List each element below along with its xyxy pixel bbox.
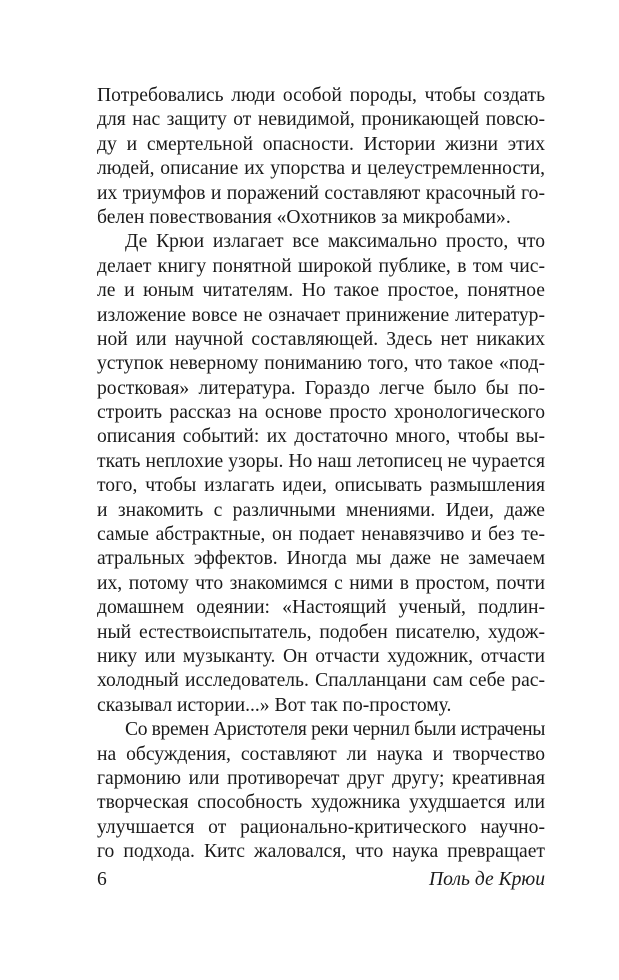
page-number: 6 bbox=[97, 869, 107, 890]
text-line: домашнем одеянии: «Настоящий ученый, подлин- bbox=[97, 597, 545, 619]
text-line: того, чтобы излагать идеи, описывать размышления bbox=[97, 475, 545, 497]
text-line: Де Крюи излагает все максимально просто, что bbox=[125, 231, 545, 253]
text-line: гармонию или противоречат друг другу; креативная bbox=[97, 767, 545, 789]
text-line: людей, описание их упорства и целеустремленности, bbox=[97, 158, 545, 180]
paragraph bbox=[97, 718, 545, 864]
text-line: нику или музыканту. Он отчасти художник, отчасти bbox=[97, 645, 545, 667]
paragraph bbox=[97, 230, 545, 718]
text-line: уступок неверному пониманию того, что такое «под- bbox=[97, 353, 545, 375]
text-line: Потребовались люди особой породы, чтобы создать bbox=[97, 85, 545, 106]
text-line: ду и смертельной опасности. Истории жизни этих bbox=[97, 133, 545, 155]
text-line: для нас защиту от невидимой, проникающей повсю- bbox=[97, 109, 545, 131]
text-line: ле и юным читателям. Но такое простое, понятное bbox=[97, 280, 545, 302]
text-line: атральных эффектов. Иногда мы даже не замечаем bbox=[97, 548, 545, 570]
text-line: их, потому что знакомимся с ними в простом, почти bbox=[97, 572, 545, 594]
text-line: холодный исследователь. Спалланцани сам себе рас- bbox=[97, 670, 545, 692]
text-line: ростковая» литература. Гораздо легче было бы по- bbox=[97, 377, 545, 399]
text-line: го подхода. Китс жаловался, что наука превращает bbox=[97, 841, 545, 863]
text-line: изложение вовсе не означает принижение литератур- bbox=[97, 304, 545, 326]
running-footer-title: Поль де Крюи bbox=[429, 869, 545, 890]
body-text bbox=[97, 84, 545, 865]
text-line: на обсуждения, составляют ли наука и творчество bbox=[97, 743, 545, 765]
text-line: белен повествования «Охотников за микробами». bbox=[97, 206, 511, 228]
text-line: творческая способность художника ухудшается или bbox=[97, 792, 545, 814]
text-line: ный естествоиспытатель, подобен писателю, худож- bbox=[97, 621, 545, 643]
text-line: делает книгу понятной широкой публике, в том чис- bbox=[97, 255, 545, 277]
text-line: сказывал истории...» Вот так по-простому. bbox=[97, 694, 452, 716]
text-line: ткать неплохие узоры. Но наш летописец не чурается bbox=[97, 450, 545, 472]
text-line: ной или научной составляющей. Здесь нет никаких bbox=[97, 328, 545, 350]
text-line: их триумфов и поражений составляют красочный го- bbox=[97, 182, 545, 204]
text-line: описания событий: их достаточно много, чтобы вы- bbox=[97, 426, 545, 448]
paragraph bbox=[97, 84, 545, 230]
text-line: и знакомить с различными мнениями. Идеи, даже bbox=[97, 499, 545, 521]
text-line: улучшается от рационально-критического научно- bbox=[97, 816, 545, 838]
text-line: самые абстрактные, он подает ненавязчиво и без те- bbox=[97, 524, 545, 546]
text-line: строить рассказ на основе просто хронологического bbox=[97, 402, 545, 424]
text-line: Со времен Аристотеля реки чернил были истрачены bbox=[125, 719, 545, 741]
